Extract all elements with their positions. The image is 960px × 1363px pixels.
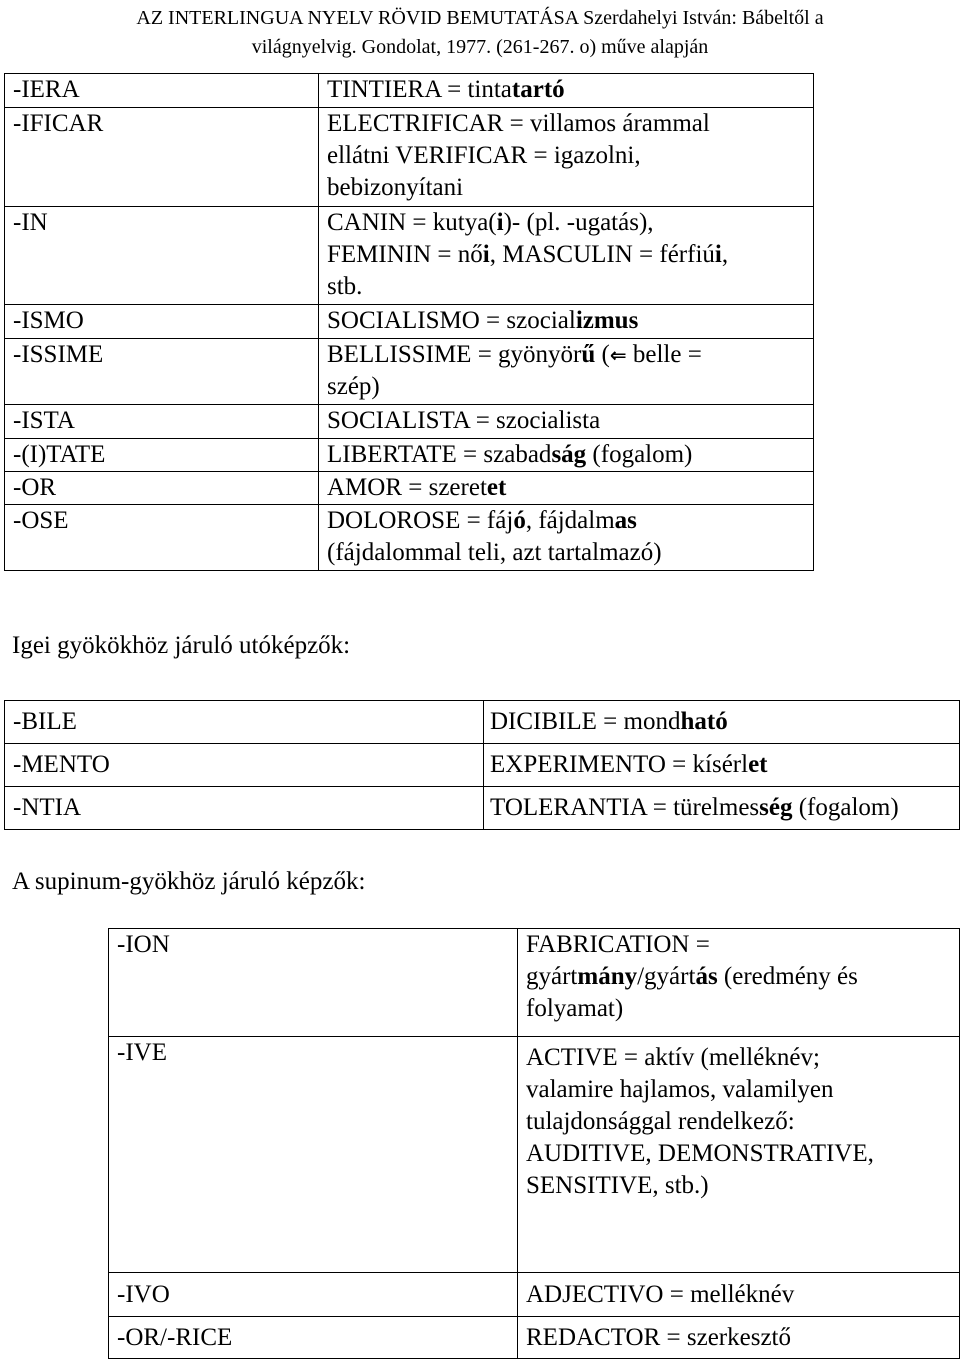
example-cell: ACTIVE = aktív (melléknév; valamire hajlamos, valamilyen tulajdonsággal rendelkező: AUDITIVE, DEMONSTRATIVE, SENSITIVE, stb.) xyxy=(518,1037,960,1273)
noun-suffix-table xyxy=(4,73,814,571)
example-cell: EXPERIMENTO = kísérlet xyxy=(484,744,960,787)
suffix-cell: -IVO xyxy=(109,1273,518,1317)
suffix-cell: -IERA xyxy=(5,74,319,108)
example-cell: ADJECTIVO = melléknév xyxy=(518,1273,960,1317)
example-cell: TINTIERA = tintatartó xyxy=(319,74,814,108)
suffix-cell: -OSE xyxy=(5,505,319,571)
example-cell: FABRICATION = gyártmány/gyártás (eredmény és folyamat) xyxy=(518,929,960,1037)
suffix-cell: -IFICAR xyxy=(5,108,319,207)
suffix-cell: -(I)TATE xyxy=(5,439,319,472)
supinum-suffix-heading: A supinum-gyökhöz járuló képzők: xyxy=(12,868,366,895)
example-cell: ELECTRIFICAR = villamos árammal ellátni VERIFICAR = igazolni, bebizonyítani xyxy=(319,108,814,207)
arrow-left-icon: ⇐ xyxy=(609,343,627,367)
example-cell: BELLISSIME = gyönyörű (⇐ belle = szép) xyxy=(319,339,814,405)
suffix-cell: -MENTO xyxy=(5,744,484,787)
example-cell: SOCIALISMO = szocializmus xyxy=(319,305,814,339)
example-cell: SOCIALISTA = szocialista xyxy=(319,405,814,439)
suffix-cell: -OR xyxy=(5,472,319,505)
example-cell: TOLERANTIA = türelmesség (fogalom) xyxy=(484,787,960,830)
example-cell: REDACTOR = szerkesztő xyxy=(518,1317,960,1359)
example-cell: AMOR = szeretet xyxy=(319,472,814,505)
suffix-cell: -OR/-RICE xyxy=(109,1317,518,1359)
example-cell: CANIN = kutya(i)- (pl. -ugatás), FEMININ = női, MASCULIN = férfiúi, stb. xyxy=(319,207,814,305)
example-cell: LIBERTATE = szabadság (fogalom) xyxy=(319,439,814,472)
example-cell: DOLOROSE = fájó, fájdalmas (fájdalommal teli, azt tartalmazó) xyxy=(319,505,814,571)
suffix-cell: -NTIA xyxy=(5,787,484,830)
suffix-cell: -ISTA xyxy=(5,405,319,439)
suffix-cell: -ISMO xyxy=(5,305,319,339)
header-line-2: világnyelvig. Gondolat, 1977. (261-267. o) műve alapján xyxy=(251,36,709,58)
verb-suffix-heading: Igei gyökökhöz járuló utóképzők: xyxy=(12,632,351,659)
suffix-cell: -BILE xyxy=(5,701,484,744)
header-line-1: AZ INTERLINGUA NYELV RÖVID BEMUTATÁSA Szerdahelyi István: Bábeltől a xyxy=(136,7,824,29)
suffix-cell: -IVE xyxy=(109,1037,518,1273)
suffix-cell: -IN xyxy=(5,207,319,305)
verb-suffix-table xyxy=(4,700,960,830)
document-header xyxy=(0,4,960,62)
suffix-cell: -ISSIME xyxy=(5,339,319,405)
supinum-suffix-table xyxy=(108,928,960,1359)
example-cell: DICIBILE = mondható xyxy=(484,701,960,744)
suffix-cell: -ION xyxy=(109,929,518,1037)
